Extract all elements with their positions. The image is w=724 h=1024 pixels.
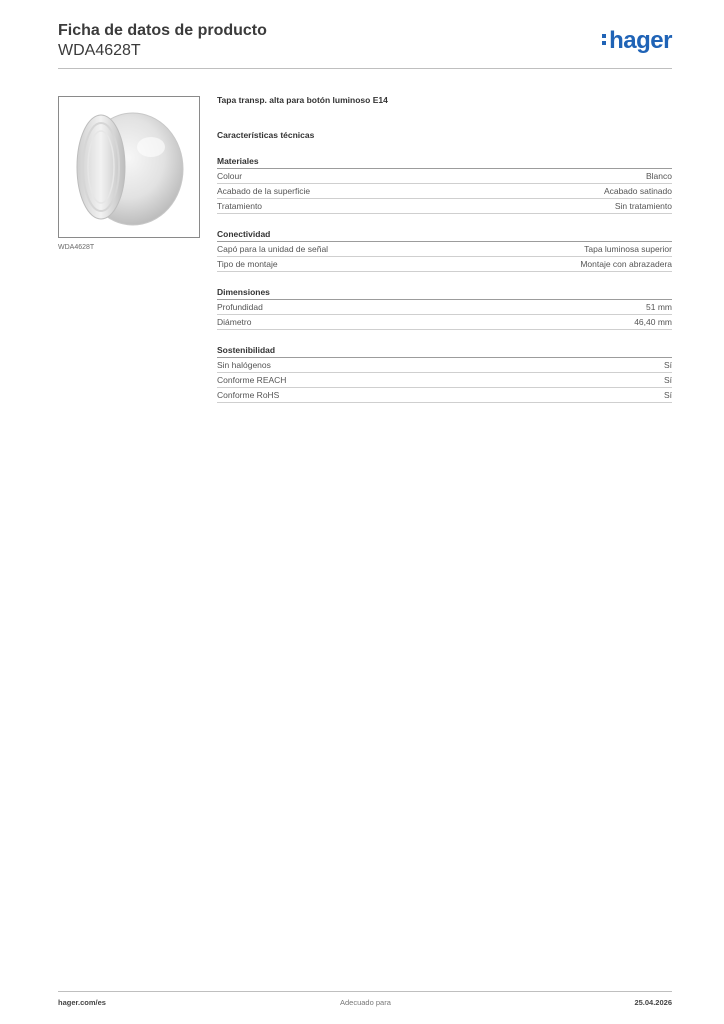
spec-row bbox=[217, 315, 672, 330]
spec-row bbox=[217, 184, 672, 199]
spec-row bbox=[217, 169, 672, 184]
spec-row bbox=[217, 388, 672, 403]
section-title: Materiales bbox=[217, 155, 672, 169]
section-title: Conectividad bbox=[217, 228, 672, 242]
spec-value: Sin tratamiento bbox=[614, 201, 672, 211]
spec-value: Sí bbox=[663, 360, 672, 370]
spec-value: Sí bbox=[663, 390, 672, 400]
logo-dots-icon bbox=[602, 34, 607, 48]
spec-row bbox=[217, 358, 672, 373]
product-reference: WDA4628T bbox=[58, 42, 141, 59]
spec-value: 46,40 mm bbox=[634, 317, 672, 327]
spec-value: Sí bbox=[663, 375, 672, 385]
image-caption: WDA4628T bbox=[58, 244, 95, 251]
footer-divider bbox=[58, 991, 672, 992]
spec-label: Colour bbox=[217, 171, 243, 181]
technical-characteristics-heading: Características técnicas bbox=[217, 130, 315, 140]
product-details bbox=[217, 94, 672, 403]
footer-note: Adecuado para bbox=[340, 998, 391, 1007]
spec-label: Conforme REACH bbox=[217, 375, 287, 385]
spec-label: Capó para la unidad de señal bbox=[217, 244, 329, 254]
section-sostenibilidad bbox=[217, 344, 672, 403]
spec-label: Acabado de la superficie bbox=[217, 186, 311, 196]
section-title: Sostenibilidad bbox=[217, 344, 672, 358]
section-materiales bbox=[217, 155, 672, 214]
product-image bbox=[58, 96, 200, 238]
spec-label: Conforme RoHS bbox=[217, 390, 280, 400]
spec-value: Tapa luminosa superior bbox=[584, 244, 672, 254]
spec-row bbox=[217, 199, 672, 214]
section-title: Dimensiones bbox=[217, 286, 672, 300]
spec-label: Sin halógenos bbox=[217, 360, 271, 370]
footer-date: 25.04.2026 bbox=[634, 998, 672, 1007]
spec-row bbox=[217, 300, 672, 315]
spec-label: Tratamiento bbox=[217, 201, 263, 211]
header-divider bbox=[58, 68, 672, 69]
page-title: Ficha de datos de producto bbox=[58, 22, 267, 39]
product-name: Tapa transp. alta para botón luminoso E14 bbox=[217, 95, 388, 105]
logo-text: hager bbox=[609, 27, 672, 54]
section-conectividad bbox=[217, 228, 672, 272]
section-dimensiones bbox=[217, 286, 672, 330]
page-header bbox=[58, 21, 267, 61]
spec-label: Diámetro bbox=[217, 317, 252, 327]
lens-cap-icon bbox=[59, 97, 199, 237]
spec-value: Blanco bbox=[646, 171, 672, 181]
hager-logo bbox=[602, 28, 672, 54]
footer-website-link[interactable]: hager.com/es bbox=[58, 998, 106, 1007]
spec-row bbox=[217, 242, 672, 257]
spec-value: Acabado satinado bbox=[603, 186, 672, 196]
spec-row bbox=[217, 373, 672, 388]
spec-label: Profundidad bbox=[217, 302, 263, 312]
spec-label: Tipo de montaje bbox=[217, 259, 278, 269]
spec-row bbox=[217, 257, 672, 272]
spec-value: 51 mm bbox=[646, 302, 672, 312]
spec-value: Montaje con abrazadera bbox=[580, 259, 672, 269]
